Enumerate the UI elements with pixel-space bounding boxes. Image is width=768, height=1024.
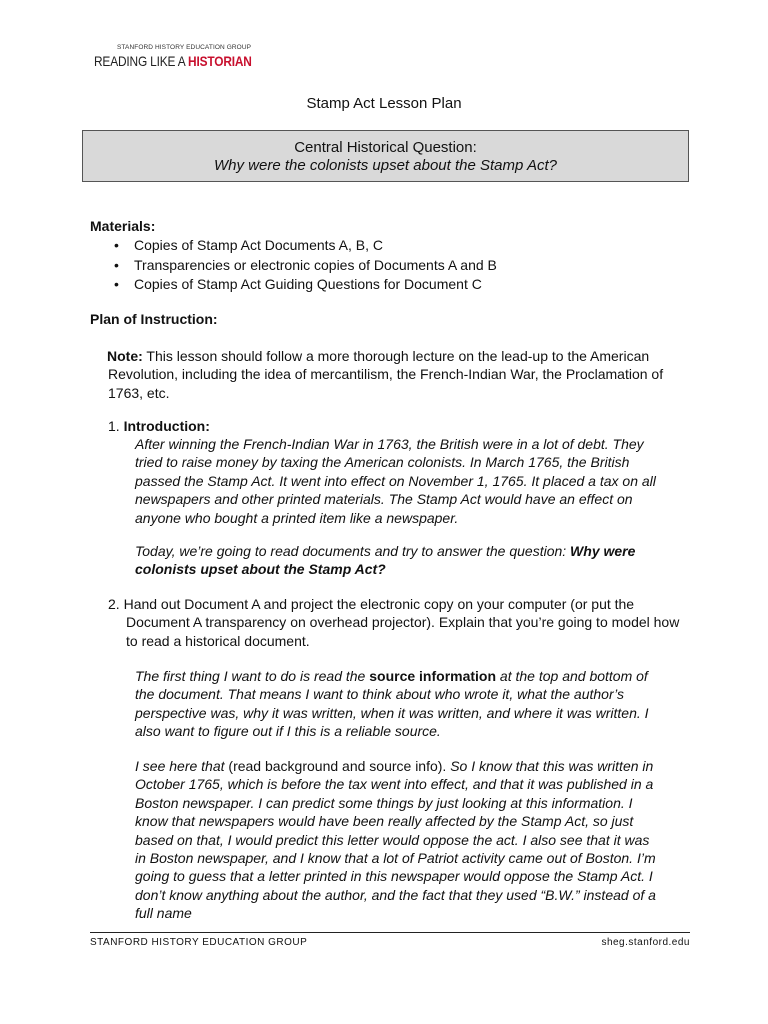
text: (read background and source info). — [224, 758, 447, 774]
footer-divider — [90, 932, 690, 933]
plan-heading: Plan of Instruction: — [90, 311, 218, 327]
step1-question-paragraph — [135, 542, 660, 579]
central-question: Why were the colonists upset about the Stamp Act? — [214, 157, 557, 174]
note-paragraph — [108, 347, 668, 402]
footer-url: sheg.stanford.edu — [601, 937, 690, 948]
text: at the top and bottom of the document. That means I want to think about who wrote it, what the author’s perspective was, why it was written, when it was written, and where it was written. I also want to figure out if I this is a reliable source. — [135, 668, 649, 740]
page-title: Stamp Act Lesson Plan — [306, 95, 462, 112]
central-question-label: Central Historical Question: — [294, 139, 477, 156]
materials-heading: Materials: — [90, 218, 156, 234]
step-label: Introduction: — [123, 418, 210, 434]
list-item: • Copies of Stamp Act Guiding Questions for Document C — [110, 275, 497, 295]
text: Today, we’re going to read documents and try to answer the question: — [135, 543, 571, 559]
text: The first thing I want to do is read the — [135, 668, 370, 684]
logo-text-red: HISTORIAN — [188, 53, 252, 69]
step-number: 1. — [108, 418, 120, 434]
text: I see here that — [135, 758, 225, 774]
central-question-box — [82, 130, 689, 182]
text: So I know that this was written in October 1765, which is before the tax went into effect, and that it was published in a Boston newspaper. I can predict some things by just looking at this information. I know that newspapers would have been really affected by the Stamp Act, so just based on that, I would predict this letter would oppose the act. I also see that it was in Boston newspaper, and I know that a lot of Patriot activity came out of Boston. I’m going to guess that a letter printed in this newspaper would oppose the Stamp Act. I don’t know anything about the author, and the fact that they used “B.W.” instead of a full name — [135, 758, 656, 922]
step2-model-paragraph — [135, 667, 660, 741]
logo-org: STANFORD HISTORY EDUCATION GROUP — [117, 44, 252, 51]
step2-paragraph — [108, 595, 681, 650]
step2-analysis-paragraph — [135, 757, 660, 923]
step-text: Hand out Document A and project the electronic copy on your computer (or put the Document A transparency on overhead projector). Explain that you’re going to model how to read a historical document. — [123, 596, 680, 649]
footer-org: STANFORD HISTORY EDUCATION GROUP — [90, 937, 308, 948]
list-item: • Transparencies or electronic copies of Documents A and B — [110, 256, 497, 276]
step1-heading — [108, 418, 210, 434]
question-bold: Why were colonists upset about the Stamp Act? — [135, 543, 636, 578]
logo-text: READING LIKE A — [94, 53, 189, 69]
source-information-bold: source information — [369, 668, 497, 684]
logo — [94, 53, 252, 69]
list-item: • Copies of Stamp Act Documents A, B, C — [110, 236, 497, 256]
materials-list — [110, 236, 497, 295]
step-number: 2. — [108, 596, 120, 612]
note-label: Note: — [107, 348, 143, 364]
note-text: This lesson should follow a more thorough lecture on the lead-up to the American Revolution, including the idea of mercantilism, the French-Indian War, the Proclamation of 1763, etc. — [108, 348, 664, 401]
step1-paragraph: After winning the French-Indian War in 1763, the British were in a lot of debt. They tried to raise money by taxing the American colonists. In March 1765, the British passed the Stamp Act. It went into effect on November 1, 1765. It placed a tax on all newspapers and other printed materials. The Stamp Act would have an effect on anyone who bought a printed item like a newspaper. — [135, 436, 656, 526]
